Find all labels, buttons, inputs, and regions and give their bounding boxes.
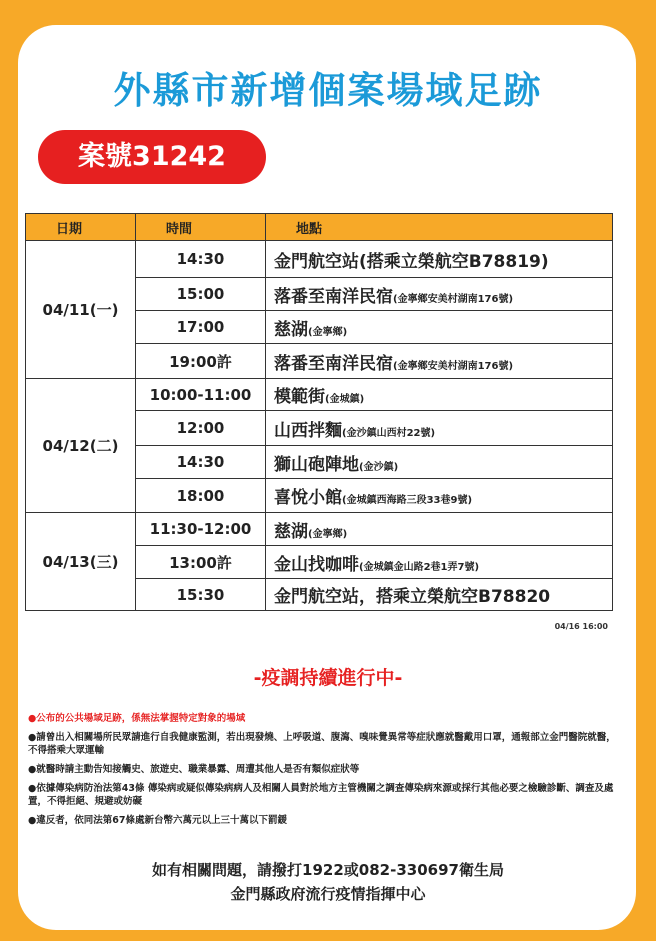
place-name: 金門航空站，搭乘立榮航空B78820 [274,587,551,607]
place-address: (金沙鎮山西村22號) [342,427,436,439]
note-item: ●依據傳染病防治法第43條 傳染病或疑似傳染病病人及相關人員對於地方主管機關之調查傳染病來源或採行其他必要之檢驗診斷、調查及處置，不得拒絕、規避或妨礙 [28,783,614,807]
place-address: (金寧鄉) [308,326,348,338]
place-cell [266,379,613,411]
place-name: 喜悅小館 [274,488,342,508]
time-cell: 14:30 [136,446,266,479]
note-item: ●違反者，依同法第67條處新台幣六萬元以上三十萬以下罰鍰 [28,815,288,826]
note-item: ●公布的公共場域足跡，係無法掌握特定對象的場域 [28,713,246,724]
notes-list [28,712,618,833]
place-address: (金寧鄉安美村湖南176號) [393,360,514,372]
date-cell: 04/11(一) [26,241,136,379]
header-place: 地點 [266,214,613,241]
place-name: 獅山砲陣地 [274,454,359,475]
page-title: 外縣市新增個案場域足跡 [113,69,543,112]
place-address: (金寧鄉) [308,528,348,540]
place-cell [266,241,613,278]
header-date: 日期 [26,214,136,241]
date-cell: 04/12(二) [26,379,136,513]
place-cell [266,513,613,546]
note-item: ●就醫時請主動告知接觸史、旅遊史、職業暴露、周遭其他人是否有類似症狀等 [28,764,360,775]
place-cell [266,344,613,379]
place-cell [266,411,613,446]
table-row [26,513,613,546]
place-cell [266,311,613,344]
time-cell: 15:30 [136,579,266,611]
table-row [26,241,613,278]
place-name: 慈湖 [274,319,308,340]
date-cell: 04/13(三) [26,513,136,611]
contact-info [0,858,656,906]
time-cell: 12:00 [136,411,266,446]
time-cell: 15:00 [136,278,266,311]
place-cell [266,546,613,579]
place-name: 模範街 [274,387,325,407]
case-number-badge: 案號31242 [38,130,266,184]
time-cell: 19:00許 [136,344,266,379]
time-cell: 17:00 [136,311,266,344]
place-name: 山西拌麵 [274,420,342,441]
place-cell [266,278,613,311]
place-name: 慈湖 [274,521,308,542]
time-cell: 11:30-12:00 [136,513,266,546]
place-cell [266,479,613,513]
place-address: (金城鎮西海路三段33巷9號) [342,495,473,506]
time-cell: 10:00-11:00 [136,379,266,411]
update-timestamp: 04/16 16:00 [554,622,608,631]
place-name: 落番至南洋民宿 [274,353,393,374]
footprint-table [25,213,613,611]
table-row [26,379,613,411]
time-cell: 18:00 [136,479,266,513]
place-name: 金門航空站(搭乘立榮航空B78819) [274,251,549,272]
place-name: 金山找咖啡 [274,554,359,575]
place-address: (金寧鄉安美村湖南176號) [393,293,514,305]
place-cell [266,579,613,611]
time-cell: 13:00許 [136,546,266,579]
contact-org: 金門縣政府流行疫情指揮中心 [230,885,426,903]
note-item: ●請曾出入相關場所民眾請進行自我健康監測，若出現發燒、上呼吸道、腹瀉、嗅味覺異常等症狀應就醫戴用口罩，通報部立金門醫院就醫，不得搭乘大眾運輸 [28,732,616,756]
place-address: (金沙鎮) [359,461,399,473]
place-name: 落番至南洋民宿 [274,286,393,307]
header-time: 時間 [136,214,266,241]
place-address: (金城鎮金山路2巷1弄7號) [359,561,480,573]
contact-line: 如有相關問題，請撥打1922或082-330697衛生局 [152,861,504,879]
place-cell [266,446,613,479]
ongoing-notice: -疫調持續進行中- [253,667,403,689]
time-cell: 14:30 [136,241,266,278]
place-address: (金城鎮) [325,394,365,405]
